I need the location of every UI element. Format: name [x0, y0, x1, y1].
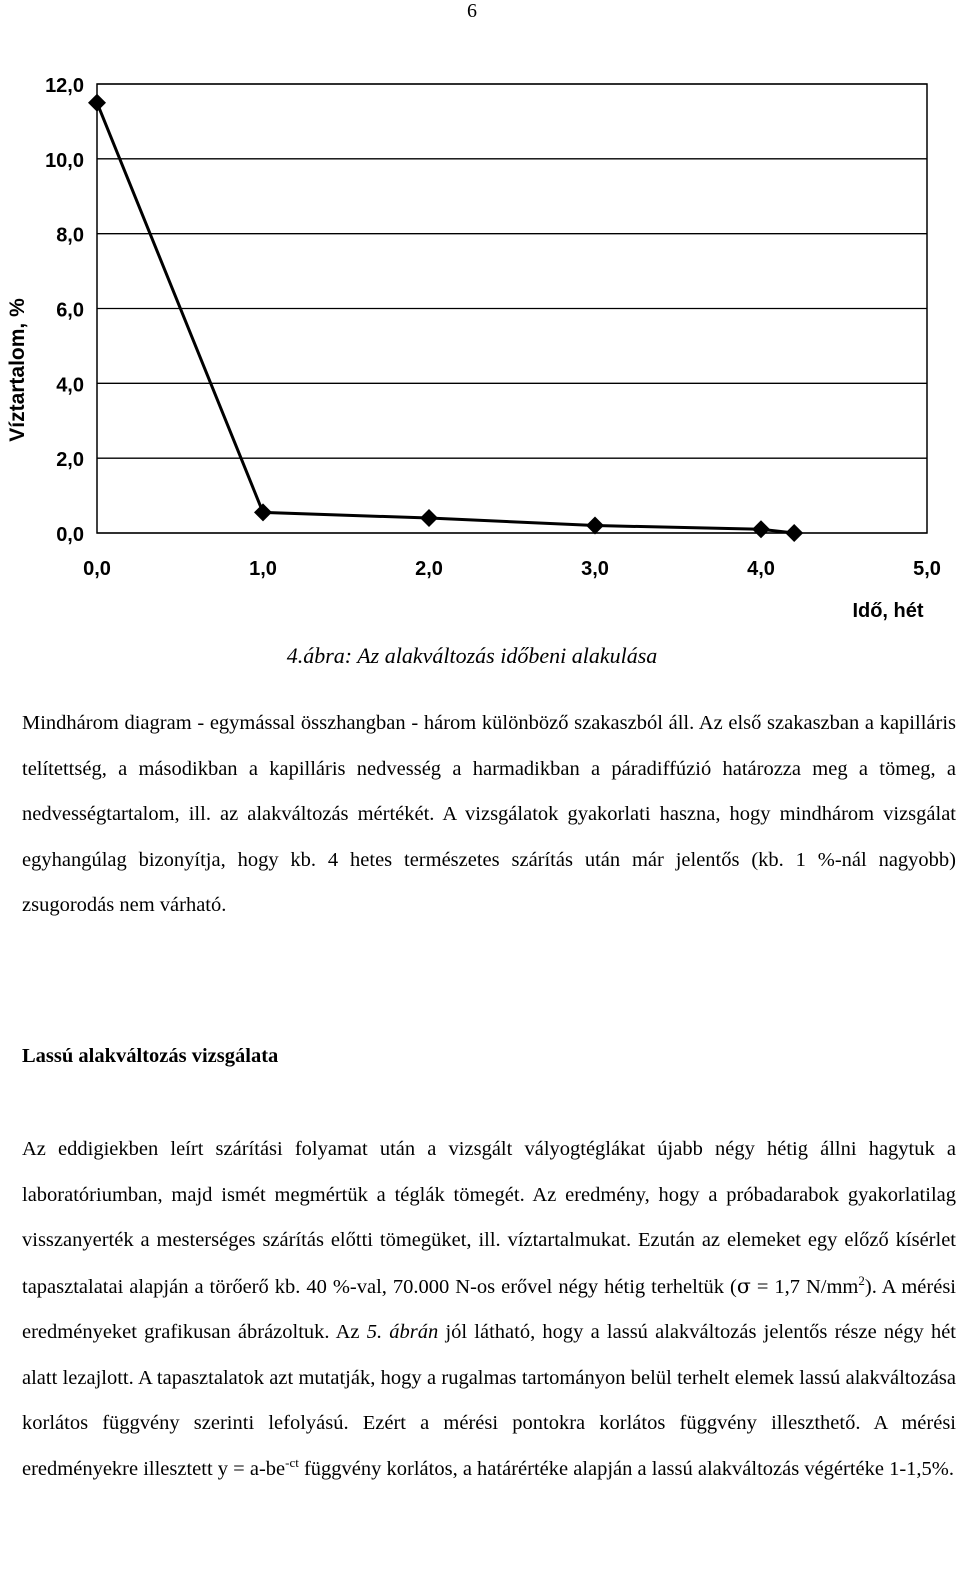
chart-gridlines — [97, 84, 927, 533]
paragraph-2-part-e: függvény korlátos, a határértéke alapján a lassú alakváltozás végértéke 1-1,5%. — [298, 1457, 955, 1480]
section-heading: Lassú alakváltozás vizsgálata — [22, 1045, 279, 1067]
page-number: 6 — [467, 0, 477, 22]
y-tick-label: 0,0 — [56, 524, 84, 546]
y-tick-label: 6,0 — [56, 299, 84, 322]
x-tick-label: 4,0 — [747, 558, 775, 580]
paragraph-2-part-a: Az eddigiekben leírt szárítási folyamat után a vizsgált vályogtéglákat újabb négy hétig állni hagytuk a laboratóriumban, majd ismét megmértük a téglák tömegét. Az eredmény, hogy a próbadarabok gyakorlatilag visszanyerték a mesterséges szárítás előtti tömegüket, ill. víztartalmukat. Ezután az elemeket egy előző kísérlet tapasztalatai alapján a törőerő kb. 40 %-val, 70.000 N-os erővel négy hétig terheltük ( — [22, 1138, 956, 1298]
y-tick-labels — [45, 75, 84, 546]
paragraph-2-part-d: jól látható, hogy a lassú alakváltozás jelentős része négy hét alatt lezajlott. A tapasztalatok azt mutatják, hogy a rugalmas tartományon belül terhelt elemek lassú alakváltozása korlátos függvény szerinti lefolyású. Ezért a mérési pontokra korlátos függvény illeszthető. A mérési eredményekre illesztett y = a-be — [22, 1321, 956, 1480]
superscript-ct: -ct — [285, 1454, 299, 1470]
figure-reference: 5. ábrán — [366, 1321, 439, 1343]
x-axis-label: Idő, hét — [852, 600, 924, 622]
superscript-2: 2 — [858, 1272, 865, 1288]
paragraph-2 — [22, 1127, 956, 1492]
data-point-marker — [88, 94, 106, 112]
x-tick-label: 0,0 — [83, 558, 111, 580]
y-tick-label: 10,0 — [45, 149, 84, 172]
y-axis-label: Víztartalom, % — [6, 298, 29, 442]
figure-caption: 4.ábra: Az alakváltozás időbeni alakulása — [286, 643, 658, 668]
paragraph-2-part-b: = 1,7 N/mm — [750, 1275, 859, 1298]
data-point-marker — [586, 517, 604, 535]
data-point-marker — [752, 520, 770, 538]
x-tick-label: 5,0 — [913, 558, 941, 580]
data-point-marker — [785, 524, 803, 542]
x-tick-label: 3,0 — [581, 558, 609, 580]
data-point-marker — [254, 503, 272, 521]
data-point-marker — [420, 509, 438, 527]
paragraph-1: Mindhárom diagram - egymással összhangban - három különböző szakaszból áll. Az első szakaszban a kapilláris telítettség, a másodikban a kapilláris nedvesség a harmadikban a páradiffúzió határozza meg a tömeg, a nedvességtartalom, ill. az alakváltozás mértékét. A vizsgálatok gyakorlati haszna, hogy mindhárom vizsgálat egyhangúlag bizonyítja, hogy kb. 4 hetes természetes szárítás után már jelentős (kb. 1 %-nál nagyobb) zsugorodás nem várható. — [22, 712, 956, 916]
series-markers — [88, 94, 803, 542]
x-tick-labels — [83, 558, 941, 580]
y-tick-label: 12,0 — [45, 75, 84, 97]
y-tick-label: 2,0 — [56, 449, 84, 472]
water-content-chart — [0, 60, 960, 630]
y-tick-label: 8,0 — [56, 224, 84, 247]
y-tick-label: 4,0 — [56, 374, 84, 397]
x-tick-label: 2,0 — [415, 558, 443, 580]
paragraph-2-part-c: ). A mérési eredményeket grafikusan ábrázoltuk. Az — [22, 1275, 956, 1343]
x-tick-label: 1,0 — [249, 558, 277, 580]
sigma-symbol: σ — [736, 1273, 751, 1298]
series-line — [97, 103, 794, 533]
